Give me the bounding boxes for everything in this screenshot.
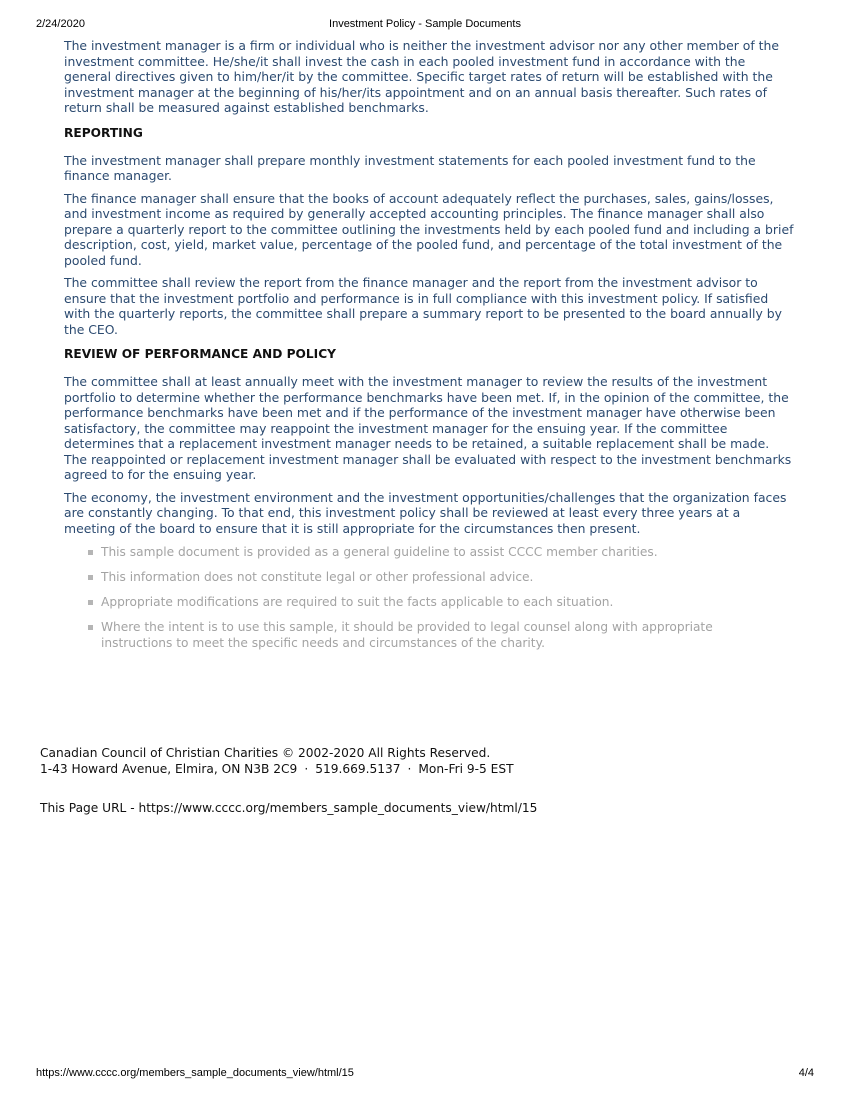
contact-line bbox=[40, 762, 740, 778]
separator: · bbox=[407, 761, 412, 776]
square-bullet-icon bbox=[88, 625, 93, 630]
document-body bbox=[64, 38, 794, 543]
square-bullet-icon bbox=[88, 575, 93, 580]
hours-text: Mon-Fri 9-5 EST bbox=[418, 761, 514, 776]
disclaimer-item bbox=[86, 570, 786, 586]
page-number: 4/4 bbox=[798, 1067, 814, 1079]
print-footer bbox=[36, 1067, 814, 1083]
print-url: https://www.cccc.org/members_sample_documents_view/html/15 bbox=[36, 1067, 354, 1079]
disclaimer-item bbox=[86, 595, 786, 611]
reporting-paragraph: The committee shall review the report from the finance manager and the report from the investment advisor to ensure that the investment portfolio and performance is in full compliance with this investment policy. If satisfied with the quarterly reports, the committee shall prepare a summary report to be presented to the board annually by the CEO. bbox=[64, 275, 782, 337]
intro-paragraph: The investment manager is a firm or individual who is neither the investment advisor nor any other member of the investment committee. He/she/it shall invest the cash in each pooled investment fund in accordance with the general directives given to him/her/it by the committee. Specific target rates of return will be established with the investment manager at the beginning of his/her/its appointment and on an annual basis thereafter. Such rates of return shall be measured against established benchmarks. bbox=[64, 38, 780, 115]
address-text: 1-43 Howard Avenue, Elmira, ON N3B 2C9 bbox=[40, 761, 298, 776]
separator: · bbox=[304, 761, 309, 776]
disclaimer-text: Appropriate modifications are required to suit the facts applicable to each situation. bbox=[101, 595, 614, 609]
disclaimer-item bbox=[86, 545, 786, 561]
review-paragraph: The economy, the investment environment and the investment opportunities/challenges that the organization faces are constantly changing. To that end, this investment policy shall be reviewed at least every three years at a meeting of the board to ensure that it is still appropriate for the circumstances then present. bbox=[64, 489, 787, 536]
page-url-text: This Page URL - https://www.cccc.org/members_sample_documents_view/html/15 bbox=[40, 801, 538, 815]
square-bullet-icon bbox=[88, 600, 93, 605]
reporting-paragraph: The finance manager shall ensure that the books of account adequately reflect the purchases, sales, gains/losses, and investment income as required by generally accepted accounting principles. The finance manager shall also prepare a quarterly report to the committee outlining the investments held by each pooled fund and including a brief description, cost, yield, market value, percentage of the pooled fund, and percentage of the total investment of the pooled fund. bbox=[64, 190, 794, 268]
disclaimer-text: Where the intent is to use this sample, it should be provided to legal counsel along with appropriate instructions to meet the specific needs and circumstances of the charity. bbox=[101, 620, 713, 650]
disclaimer-list bbox=[86, 545, 786, 661]
review-heading: REVIEW OF PERFORMANCE AND POLICY bbox=[64, 347, 336, 361]
copyright-text: Canadian Council of Christian Charities © 2002-2020 All Rights Reserved. bbox=[40, 746, 491, 760]
print-header bbox=[36, 18, 814, 34]
reporting-heading: REPORTING bbox=[64, 125, 143, 140]
phone-link[interactable]: 519.669.5137 bbox=[315, 761, 401, 776]
disclaimer-item bbox=[86, 620, 786, 651]
print-title: Investment Policy - Sample Documents bbox=[329, 18, 521, 30]
disclaimer-text: This information does not constitute legal or other professional advice. bbox=[101, 570, 534, 584]
review-paragraph: The committee shall at least annually meet with the investment manager to review the results of the investment portfolio to determine whether the performance benchmarks have been met. If, in the opinion of the committee, the performance benchmarks have been met and if the performance of the investment manager have otherwise been satisfactory, the committee may reappoint the investment manager for the ensuing year. If the committee determines that a replacement investment manager needs to be retained, a suitable replacement shall be made. The reappointed or replacement investment manager shall be evaluated with respect to the investment benchmarks agreed to for the ensuing year. bbox=[64, 374, 792, 482]
site-footer bbox=[40, 746, 740, 777]
reporting-paragraph: The investment manager shall prepare monthly investment statements for each pooled investment fund to the finance manager. bbox=[64, 152, 756, 183]
square-bullet-icon bbox=[88, 550, 93, 555]
disclaimer-text: This sample document is provided as a general guideline to assist CCCC member charities. bbox=[101, 545, 658, 559]
print-date: 2/24/2020 bbox=[36, 18, 85, 30]
